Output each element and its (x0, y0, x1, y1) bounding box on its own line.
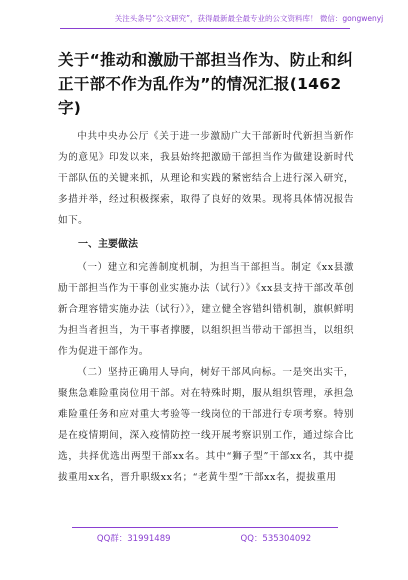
intro-paragraph: 中共中央办公厅《关于进一步激励广大干部新时代新担当新作为的意见》印发以来，我县始终把激励干部担当作为做建设新时代干部队伍的关键来抓，从理论和实践的紧密结合上进行深入研究，多措并举，经过积极探索，取得了良好的效果。现将具体情况报告如下。 (58, 131, 354, 226)
paragraph-institutional-mechanism: （一）建立和完善制度机制，为担当干部担当。制定《xx县激励干部担当作为干事创业实施办法（试行）》《xx县支持干部改革创新合理容错实施办法（试行）》，建立健全容错纠错机制，旗帜鲜明为担当者担当，为干事者撑腰，以组织担当带动干部担当，以组织作为促进干部作为。 (58, 262, 354, 357)
footer-qq-group: QQ群：31991489 (96, 534, 171, 544)
footer-qq-contact: QQ：535304092 (240, 534, 312, 544)
footer-divider (72, 527, 338, 528)
document-body (58, 48, 354, 488)
header-divider (60, 28, 350, 29)
page-header (0, 0, 408, 28)
document-title: 关于“推动和激励干部担当作为、防止和纠正干部不作为乱作为”的情况汇报(1462字) (58, 51, 353, 117)
header-notice: 关注头条号“公文研究”，获得最新最全最专业的公文资料库！ 微信：gongwenyj (114, 14, 384, 23)
paragraph-personnel-orientation: （二）坚持正确用人导向，树好干部风向标。一是突出实干，聚焦急难险重岗位用干部。对在特殊时期，服从组织管理，承担急难险重任务和应对重大考验等一线岗位的干部进行专项考察。特别是在疫情期间，深入疫情防控一线开展考察识别工作，通过综合比选，共择优选出两型干部xx名。其中“狮子型”干部xx名，其中提拔重用xx名，晋升职级xx名；“老黄牛型”干部xx名，提拔重用 (58, 367, 354, 483)
section-heading-main-practices: 一、主要做法 (78, 239, 138, 250)
page-footer (0, 532, 408, 544)
